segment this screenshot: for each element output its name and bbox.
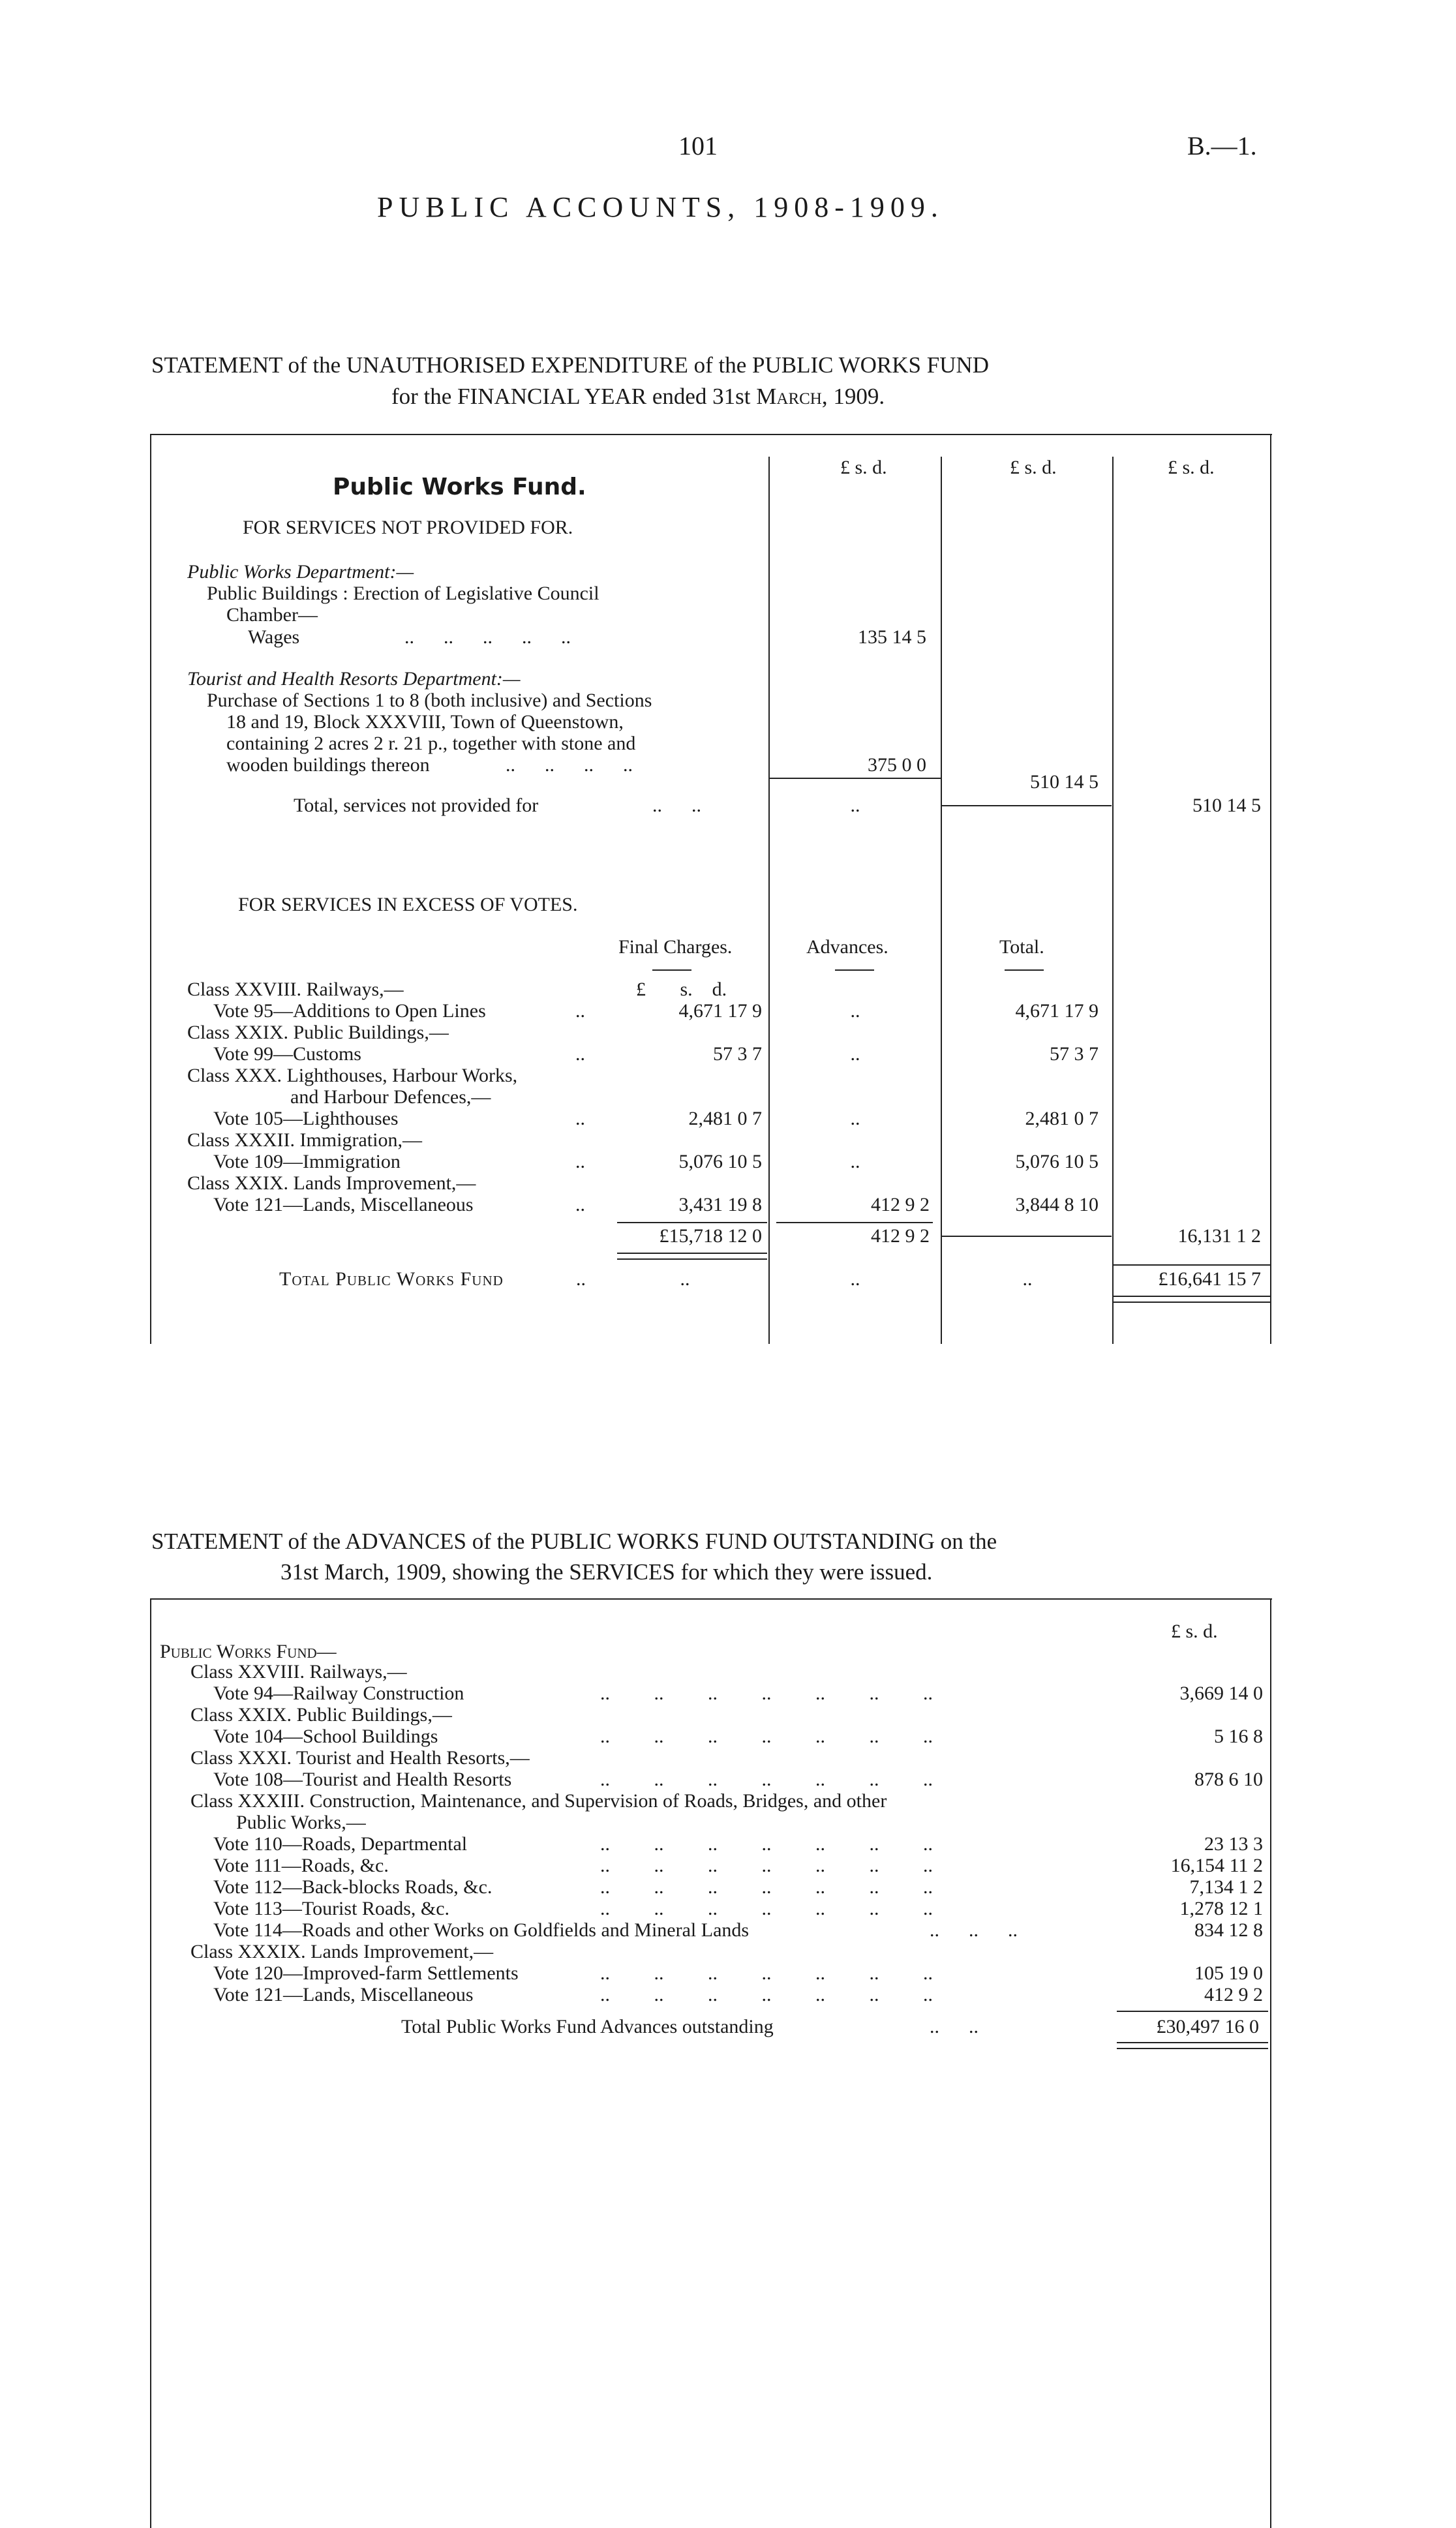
- excess-row-advance: ..: [850, 1043, 860, 1065]
- grand-total-label: Total Public Works Fund: [279, 1268, 504, 1290]
- final-charges-total: £15,718 12 0: [659, 1225, 762, 1247]
- advances-total-top-rule: [1117, 2011, 1268, 2012]
- fund-heading: Public Works Fund—: [160, 1641, 337, 1662]
- excess-row-final: 57 3 7: [713, 1043, 762, 1065]
- statement2-heading-line2: 31st March, 1909, showing the SERVICES for which they were issued.: [281, 1559, 933, 1585]
- statement1-heading-line2: [391, 384, 885, 410]
- excess-row-dots: ..: [575, 1151, 585, 1172]
- advances-total-double-rule: [1117, 2042, 1268, 2049]
- excess-sum-rule-col0: [617, 1222, 767, 1223]
- excess-sum-rule-col1: [776, 1222, 933, 1223]
- advance-row-label: Vote 121—Lands, Miscellaneous: [213, 1984, 474, 2005]
- advance-row-label: Vote 113—Tourist Roads, &c.: [213, 1898, 450, 1919]
- pwd-heading: Public Works Department:—: [187, 561, 414, 583]
- subtotal-rule: [770, 778, 941, 779]
- advance-row-dots: .. .. .. .. .. .. ..: [600, 1898, 977, 1919]
- total-not-provided-label: Total, services not provided for: [294, 795, 539, 816]
- excess-row-label: Class XXIX. Public Buildings,—: [187, 1022, 449, 1043]
- advances-total-amount: £30,497 16 0: [1156, 2016, 1259, 2037]
- pwd-line2: Chamber—: [226, 604, 318, 626]
- thr-line1: Purchase of Sections 1 to 8 (both inclusive) and Sections: [207, 690, 652, 711]
- excess-total-amount: 16,131 1 2: [1177, 1225, 1261, 1247]
- advance-row-label: Vote 112—Back-blocks Roads, &c.: [213, 1876, 493, 1898]
- total-not-provided-col1: ..: [850, 795, 860, 816]
- excess-row-total: 2,481 0 7: [1025, 1108, 1099, 1129]
- excess-row-label: Vote 105—Lighthouses: [213, 1108, 399, 1129]
- excess-row-dots: ..: [575, 1000, 585, 1022]
- thr-dots: .. .. .. ..: [506, 754, 633, 776]
- advance-row-label: Vote 108—Tourist and Health Resorts: [213, 1769, 512, 1790]
- excess-row-dots: ..: [575, 1043, 585, 1065]
- excess-row-total: 5,076 10 5: [1015, 1151, 1099, 1172]
- advance-row-dots: .. .. .. .. .. .. ..: [600, 1962, 977, 1984]
- advance-row-dots: .. .. .. .. .. .. ..: [600, 1769, 977, 1790]
- lsd-header-col2: £ s. d.: [1010, 457, 1057, 478]
- excess-row-label: Vote 121—Lands, Miscellaneous: [213, 1194, 474, 1215]
- col-total-rule: [1005, 969, 1044, 971]
- grand-total-double-rule: [1114, 1296, 1270, 1303]
- page-title: PUBLIC ACCOUNTS, 1908-1909.: [377, 191, 944, 223]
- thr-heading: Tourist and Health Resorts Department:—: [187, 668, 521, 690]
- advance-row-amount: 878 6 10: [1076, 1769, 1263, 1791]
- table2-lsd-header: £ s. d.: [1171, 1621, 1218, 1642]
- advance-row-label: Vote 114—Roads and other Works on Goldfields and Mineral Lands: [213, 1919, 750, 1941]
- total-not-provided-amount: 510 14 5: [1192, 795, 1261, 816]
- advances-total-dots: .. ..: [930, 2016, 978, 2037]
- grand-total-top-rule: [1114, 1264, 1270, 1266]
- excess-row-total: 3,844 8 10: [1015, 1194, 1099, 1215]
- grand-total-col2-dots: ..: [1022, 1268, 1033, 1290]
- excess-row-advance: 412 9 2: [871, 1194, 930, 1215]
- heading-text: for the FINANCIAL YEAR ended 31st: [391, 384, 757, 409]
- excess-row-label: Class XXVIII. Railways,—: [187, 979, 404, 1000]
- advance-row-amount: 5 16 8: [1076, 1726, 1263, 1748]
- excess-row-label: Class XXX. Lighthouses, Harbour Works,: [187, 1065, 518, 1086]
- advance-row-label: Vote 120—Improved-farm Settlements: [213, 1962, 519, 1984]
- advance-row-amount: 23 13 3: [1076, 1833, 1263, 1855]
- excess-row-total: 4,671 17 9: [1015, 1000, 1099, 1022]
- excess-row-final: 5,076 10 5: [678, 1151, 762, 1172]
- grand-total-col1-dots: ..: [850, 1268, 860, 1290]
- grand-total-amount: £16,641 15 7: [1158, 1268, 1261, 1290]
- pwd-amount: 135 14 5: [858, 626, 926, 648]
- col-advances: Advances.: [806, 936, 888, 958]
- heading-month: March: [756, 384, 822, 409]
- excess-row-final: 3,431 19 8: [678, 1194, 762, 1215]
- thr-line4: wooden buildings thereon: [226, 754, 430, 776]
- statement1-heading-line1: STATEMENT of the UNAUTHORISED EXPENDITURE of the PUBLIC WORKS FUND: [151, 352, 990, 378]
- advance-row-dots: .. .. .. .. .. .. ..: [600, 1876, 977, 1898]
- table2-top-rule: [150, 1598, 1272, 1600]
- advance-row-label: Class XXIX. Public Buildings,—: [190, 1704, 452, 1726]
- advance-row-label: Class XXVIII. Railways,—: [190, 1661, 407, 1683]
- advance-row-label: Class XXXIX. Lands Improvement,—: [190, 1941, 494, 1962]
- excess-row-total: 57 3 7: [1050, 1043, 1099, 1065]
- advance-row-amount: 105 19 0: [1076, 1962, 1263, 1985]
- total-not-provided-dots: .. ..: [652, 795, 701, 816]
- thr-amount: 375 0 0: [868, 754, 926, 776]
- document-reference: B.—1.: [1187, 131, 1257, 160]
- excess-row-label: and Harbour Defences,—: [290, 1086, 491, 1108]
- not-provided-heading: FOR SERVICES NOT PROVIDED FOR.: [243, 517, 573, 538]
- statement2-heading-line1: STATEMENT of the ADVANCES of the PUBLIC WORKS FUND OUTSTANDING on the: [151, 1529, 997, 1554]
- advance-row-amount: 7,134 1 2: [1076, 1876, 1263, 1898]
- table1-col3-rule: [1112, 457, 1114, 1344]
- advance-row-dots: .. .. .. .. .. .. ..: [600, 1833, 977, 1855]
- excess-heading: FOR SERVICES IN EXCESS OF VOTES.: [238, 894, 578, 915]
- advance-row-amount: 834 12 8: [1076, 1919, 1263, 1942]
- excess-row-label: Class XXXII. Immigration,—: [187, 1129, 422, 1151]
- table1-top-rule: [150, 434, 1272, 435]
- col-total: Total.: [999, 936, 1044, 958]
- total-not-provided-rule: [942, 805, 1112, 806]
- excess-lsd-header: £ s. d.: [636, 979, 727, 1000]
- advance-row-label: Public Works,—: [236, 1812, 366, 1833]
- heading-year: , 1909.: [821, 384, 885, 409]
- excess-row-dots: ..: [575, 1194, 585, 1215]
- advance-row-label: Vote 111—Roads, &c.: [213, 1855, 389, 1876]
- advance-row-label: Vote 104—School Buildings: [213, 1726, 438, 1747]
- advance-row-amount: 412 9 2: [1076, 1984, 1263, 2006]
- excess-row-advance: ..: [850, 1108, 860, 1129]
- table1-left-rule: [150, 434, 151, 1344]
- advance-row-dots: .. .. ..: [930, 1919, 1018, 1941]
- pwd-line1: Public Buildings : Erection of Legislative Council: [207, 583, 599, 604]
- excess-row-label: Class XXIX. Lands Improvement,—: [187, 1172, 476, 1194]
- lsd-header-col3: £ s. d.: [1168, 457, 1215, 478]
- advance-row-dots: .. .. .. .. .. .. ..: [600, 1855, 977, 1876]
- advance-row-label: Class XXXI. Tourist and Health Resorts,—: [190, 1747, 530, 1769]
- table2-left-rule: [150, 1598, 151, 2528]
- subtotal-amount: 510 14 5: [1030, 771, 1099, 793]
- advance-row-amount: 1,278 12 1: [1076, 1898, 1263, 1920]
- col-advances-rule: [835, 969, 874, 971]
- table1-right-rule: [1270, 434, 1271, 1344]
- excess-row-label: Vote 99—Customs: [213, 1043, 361, 1065]
- grand-total-col0-dots: ..: [680, 1268, 690, 1290]
- excess-row-final: 4,671 17 9: [678, 1000, 762, 1022]
- advance-row-amount: 3,669 14 0: [1076, 1683, 1263, 1705]
- pwd-line3: Wages: [248, 626, 300, 648]
- fund-title: Public Works Fund.: [333, 474, 586, 500]
- col-final-charges: Final Charges.: [618, 936, 733, 958]
- table2-right-rule: [1270, 1598, 1271, 2528]
- advance-row-label: Vote 110—Roads, Departmental: [213, 1833, 468, 1855]
- excess-row-final: 2,481 0 7: [688, 1108, 762, 1129]
- grand-total-dots: ..: [576, 1268, 586, 1290]
- advance-row-label: Vote 94—Railway Construction: [213, 1683, 464, 1704]
- advance-row-dots: .. .. .. .. .. .. ..: [600, 1984, 977, 2005]
- col-final-rule: [652, 969, 691, 971]
- pwd-dots: .. .. .. .. ..: [404, 626, 571, 648]
- advances-total: 412 9 2: [871, 1225, 930, 1247]
- lsd-header-col1: £ s. d.: [840, 457, 887, 478]
- advance-row-dots: .. .. .. .. .. .. ..: [600, 1683, 977, 1704]
- advance-row-label: Class XXXIII. Construction, Maintenance, and Supervision of Roads, Bridges, and other: [190, 1790, 887, 1812]
- advances-total-label: Total Public Works Fund Advances outstanding: [401, 2016, 774, 2037]
- advance-row-amount: 16,154 11 2: [1076, 1855, 1263, 1877]
- excess-row-advance: ..: [850, 1000, 860, 1022]
- final-charges-double-rule: [617, 1253, 767, 1260]
- excess-row-label: Vote 95—Additions to Open Lines: [213, 1000, 486, 1022]
- thr-line3: containing 2 acres 2 r. 21 p., together with stone and: [226, 733, 636, 754]
- excess-row-dots: ..: [575, 1108, 585, 1129]
- page-number: 101: [678, 131, 718, 160]
- advance-row-dots: .. .. .. .. .. .. ..: [600, 1726, 977, 1747]
- excess-total-rule: [942, 1236, 1112, 1237]
- excess-row-label: Vote 109—Immigration: [213, 1151, 401, 1172]
- excess-row-advance: ..: [850, 1151, 860, 1172]
- thr-line2: 18 and 19, Block XXXVIII, Town of Queenstown,: [226, 711, 624, 733]
